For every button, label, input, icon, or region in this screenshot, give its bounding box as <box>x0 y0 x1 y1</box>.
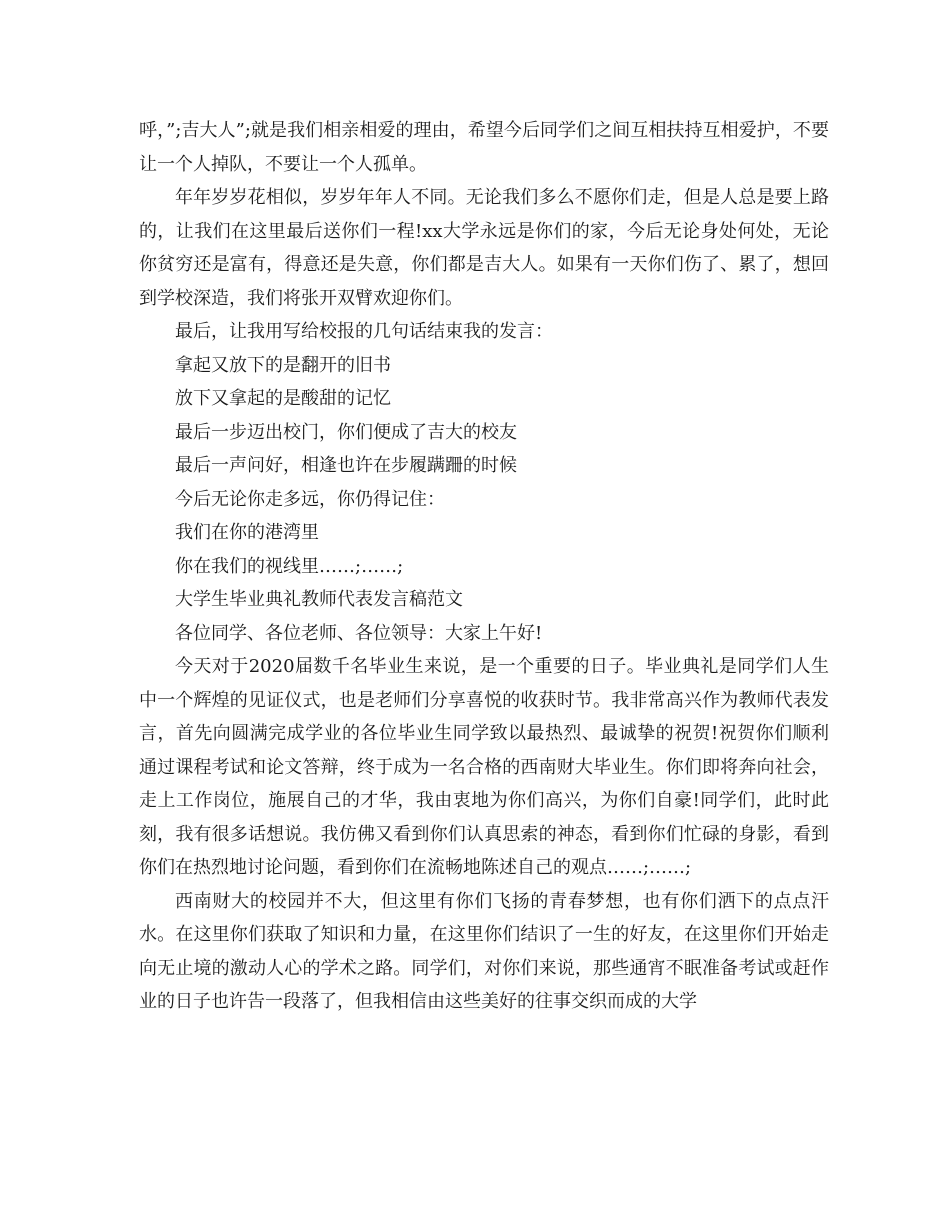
poem-line: 最后一声问好，相逢也许在步履蹒跚的时候 <box>175 455 517 476</box>
paragraph: 西南财大的校园并不大，但这里有你们飞扬的青春梦想，也有你们洒下的点点汗水。在这里你们获取了知识和力量，在这里你们结识了一生的好友，在这里你们开始走向无止境的激动人心的学术之路。同学们，对你们来说，那些通宵不眠准备考试或赶作业的日子也许告一段落了，但我相信由这些美好的往事交织而成的大学 <box>139 890 829 1012</box>
document-body <box>139 114 829 1019</box>
paragraph: 呼，”;吉大人”;就是我们相亲相爱的理由，希望今后同学们之间互相扶持互相爱护，不要让一个人掉队，不要让一个人孤单。 <box>139 120 829 175</box>
poem-line: 拿起又放下的是翻开的旧书 <box>175 354 391 376</box>
poem-line: 今后无论你走多远，你仍得记住： <box>175 488 445 510</box>
salutation: 各位同学、各位老师、各位领导：大家上午好! <box>175 622 543 644</box>
poem-line: 放下又拿起的是酸甜的记忆 <box>175 388 391 409</box>
section-title: 大学生毕业典礼教师代表发言稿范文 <box>175 589 463 610</box>
paragraph: 年年岁岁花相似，岁岁年年人不同。无论我们多么不愿你们走，但是人总是要上路的，让我们在这里最后送你们一程!xx大学永远是你们的家，今后无论身处何处，无论你贫穷还是富有，得意还是失意，你们都是吉大人。如果有一天你们伤了、累了，想回到学校深造，我们将张开双臂欢迎你们。 <box>139 187 829 309</box>
paragraph: 最后，让我用写给校报的几句话结束我的发言： <box>175 321 553 342</box>
poem-line: 你在我们的视线里……;……; <box>175 555 404 577</box>
paragraph: 今天对于2020届数千名毕业生来说，是一个重要的日子。毕业典礼是同学们人生中一个辉煌的见证仪式，也是老师们分享喜悦的收获时节。我非常高兴作为教师代表发言，首先向圆满完成学业的各位毕业生同学致以最热烈、最诚挚的祝贺!祝贺你们顺利通过课程考试和论文答辩，终于成为一名合格的西南财大毕业生。你们即将奔向社会，走上工作岗位，施展自己的才华，我由衷地为你们高兴，为你们自豪!同学们，此时此刻，我有很多话想说。我仿佛又看到你们认真思索的神态，看到你们忙碌的身影，看到你们在热烈地讨论问题，看到你们在流畅地陈述自己的观点……;……; <box>139 656 829 878</box>
poem-line: 最后一步迈出校门，你们便成了吉大的校友 <box>175 421 517 443</box>
poem-line: 我们在你的港湾里 <box>175 522 319 543</box>
